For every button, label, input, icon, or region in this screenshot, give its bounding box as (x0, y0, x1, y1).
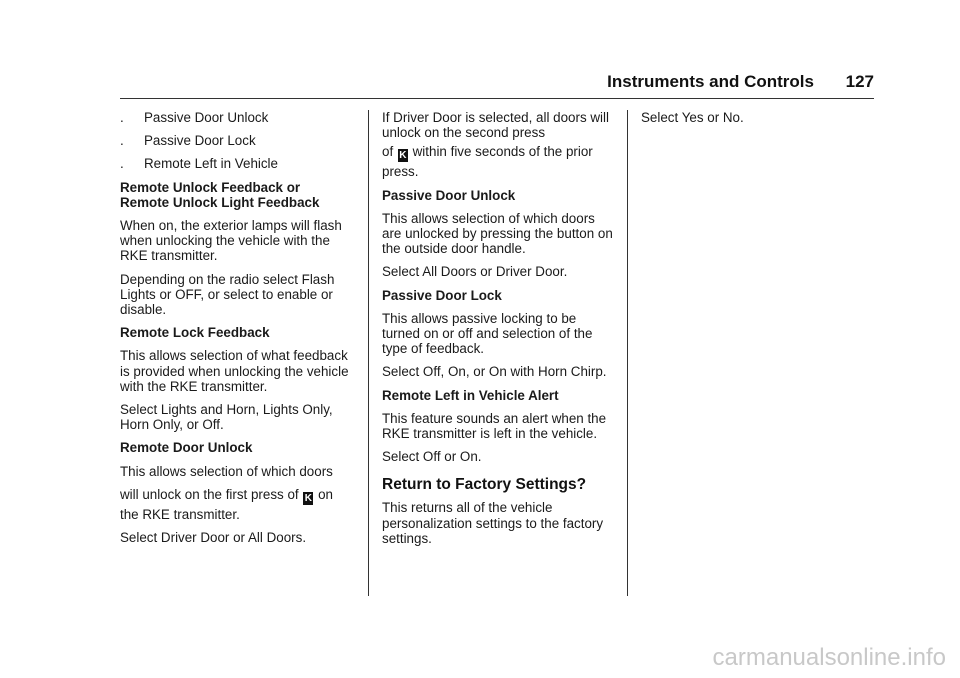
paragraph: Select Lights and Horn, Lights Only, Horn Only, or Off. (120, 402, 333, 433)
list-item (120, 156, 355, 171)
bullet-mark: . (120, 110, 124, 125)
passive-door-lock-heading: Passive Door Lock (382, 287, 502, 303)
paragraph (120, 487, 355, 505)
paragraph: Select All Doors or Driver Door. (382, 264, 568, 280)
column-divider (368, 110, 369, 596)
passive-door-unlock-heading: Passive Door Unlock (382, 187, 516, 203)
remote-door-unlock-heading: Remote Door Unlock (120, 440, 253, 456)
column-2 (382, 110, 614, 554)
column-divider (627, 110, 628, 596)
paragraph: the RKE transmitter. (120, 506, 240, 522)
text-fragment: within five seconds of the prior (412, 144, 593, 160)
paragraph: When on, the exterior lamps will flash when unlocking the vehicle with the RKE transmitter. (120, 218, 342, 264)
paragraph: If Driver Door is selected, all doors will unlock on the second press (382, 110, 609, 141)
paragraph: Depending on the radio select Flash Lights or OFF, or select to enable or disable. (120, 271, 335, 318)
column-1 (120, 110, 355, 553)
paragraph (382, 144, 614, 162)
list-item (120, 133, 355, 148)
bullet-mark: . (120, 133, 124, 149)
text-fragment: of (382, 144, 394, 160)
remote-lock-feedback-heading: Remote Lock Feedback (120, 325, 270, 341)
section-title: Instruments and Controls (607, 72, 814, 91)
text-fragment: on (318, 486, 333, 502)
paragraph: This allows passive locking to be turned on or off and selection of the type of feedback. (382, 310, 593, 357)
column-3 (641, 110, 873, 133)
return-to-factory-settings-heading: Return to Factory Settings? (382, 476, 587, 494)
remote-left-in-vehicle-alert-heading: Remote Left in Vehicle Alert (382, 387, 559, 403)
paragraph: Select Yes or No. (641, 110, 744, 125)
bullet-mark: . (120, 156, 124, 172)
heading-line-1: Remote Unlock Feedback or (120, 179, 301, 195)
header-divider (120, 98, 874, 99)
remote-unlock-feedback-heading (120, 180, 355, 210)
text-fragment: will unlock on the first press of (120, 486, 299, 502)
paragraph: press. (382, 164, 419, 180)
paragraph: Select Off, On, or On with Horn Chirp. (382, 364, 607, 380)
list-item-text: Remote Left in Vehicle (144, 156, 278, 172)
paragraph: This allows selection of what feedback is provided when unlocking the vehicle with the RKE transmitter. (120, 348, 349, 394)
unlock-key-icon: K (399, 150, 407, 162)
paragraph: This returns all of the vehicle personalization settings to the factory settings. (382, 500, 604, 546)
paragraph: This feature sounds an alert when the RKE transmitter is left in the vehicle. (382, 410, 607, 442)
header-bar (120, 72, 874, 94)
unlock-key-icon: K (304, 492, 312, 504)
list-item-text: Passive Door Unlock (144, 110, 269, 125)
paragraph: This allows selection of which doors are unlocked by pressing the button on the outside door handle. (382, 210, 613, 257)
watermark: carmanualsonline.info (712, 644, 946, 671)
paragraph: Select Driver Door or All Doors. (120, 530, 307, 546)
page-number: 127 (845, 72, 874, 91)
paragraph: Select Off or On. (382, 449, 482, 465)
paragraph: This allows selection of which doors (120, 463, 333, 479)
heading-line-2: Remote Unlock Light Feedback (120, 194, 320, 210)
list-item-text: Passive Door Lock (144, 133, 256, 149)
list-item (120, 110, 355, 125)
